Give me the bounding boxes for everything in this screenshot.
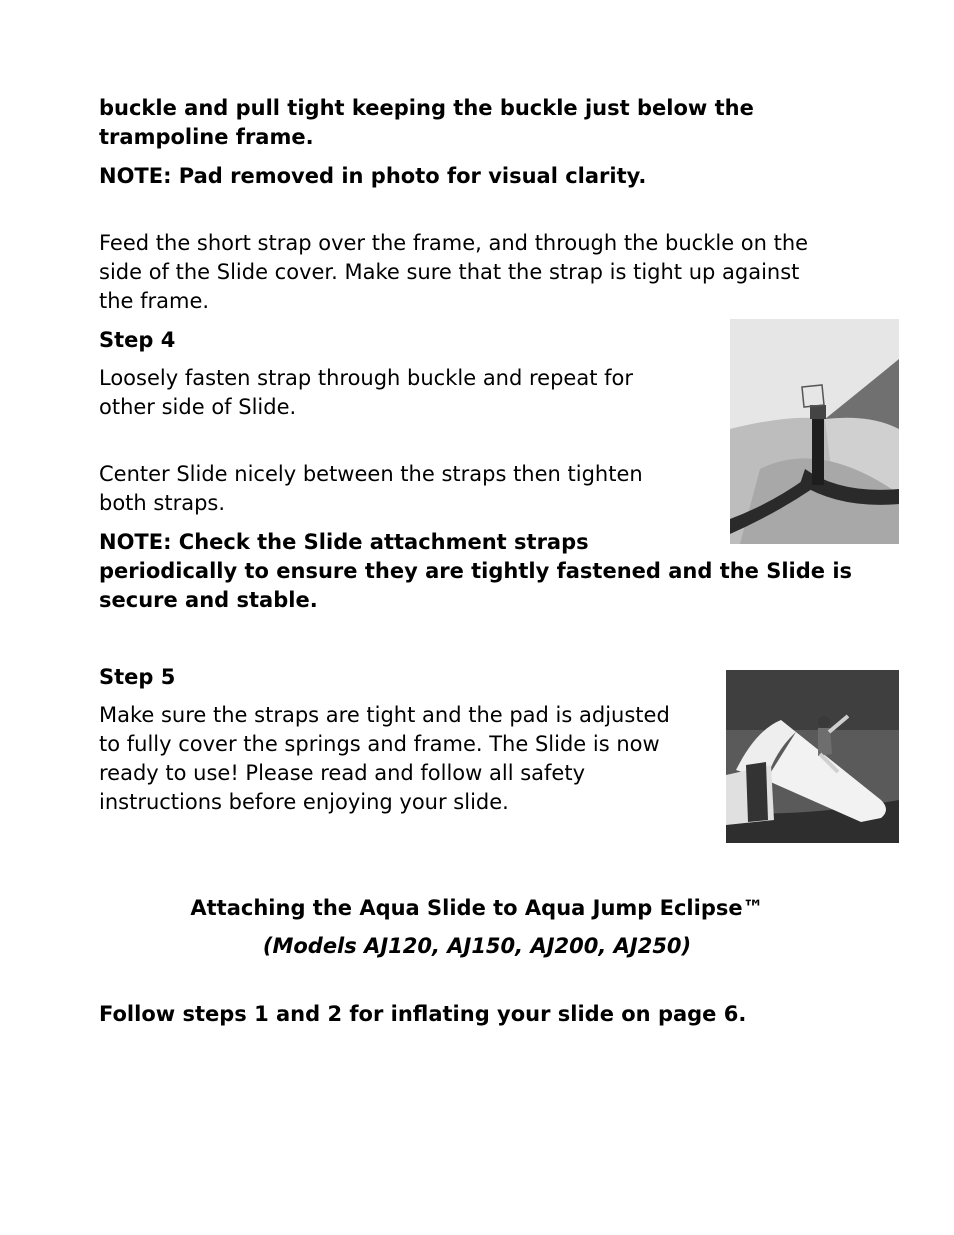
- eclipse-follow: Follow steps 1 and 2 for inflating your slide on page 6.: [99, 1002, 747, 1026]
- step5-heading: Step 5: [99, 665, 176, 689]
- eclipse-models: (Models AJ120, AJ150, AJ200, AJ250): [262, 934, 692, 958]
- step4-p2-line-1: Center Slide nicely between the straps then tighten: [99, 462, 643, 486]
- step5-line-2: to fully cover the springs and frame. The Slide is now: [99, 732, 660, 756]
- eclipse-title: Attaching the Aqua Slide to Aqua Jump Eclipse™: [190, 896, 764, 920]
- strap-buckle-photo: [730, 319, 899, 544]
- step4-note-line-3: secure and stable.: [99, 588, 318, 612]
- feed-line-3: the frame.: [99, 289, 210, 313]
- intro-note: NOTE: Pad removed in photo for visual clarity.: [99, 164, 647, 188]
- step4-p1-line-1: Loosely fasten strap through buckle and repeat for: [99, 366, 633, 390]
- step4-note-line-1: NOTE: Check the Slide attachment straps: [99, 530, 589, 554]
- intro-line-2: trampoline frame.: [99, 125, 314, 149]
- step4-p1-line-2: other side of Slide.: [99, 395, 297, 419]
- step5-line-1: Make sure the straps are tight and the pad is adjusted: [99, 703, 670, 727]
- step5-line-4: instructions before enjoying your slide.: [99, 790, 509, 814]
- step4-p2-line-2: both straps.: [99, 491, 226, 515]
- intro-line-1: buckle and pull tight keeping the buckle just below the: [99, 96, 754, 120]
- slide-in-water-photo: [726, 670, 899, 843]
- step4-heading: Step 4: [99, 328, 176, 352]
- step5-line-3: ready to use! Please read and follow all safety: [99, 761, 585, 785]
- step4-note-line-2: periodically to ensure they are tightly fastened and the Slide is: [99, 559, 853, 583]
- feed-line-1: Feed the short strap over the frame, and through the buckle on the: [99, 231, 809, 255]
- feed-line-2: side of the Slide cover. Make sure that the strap is tight up against: [99, 260, 800, 284]
